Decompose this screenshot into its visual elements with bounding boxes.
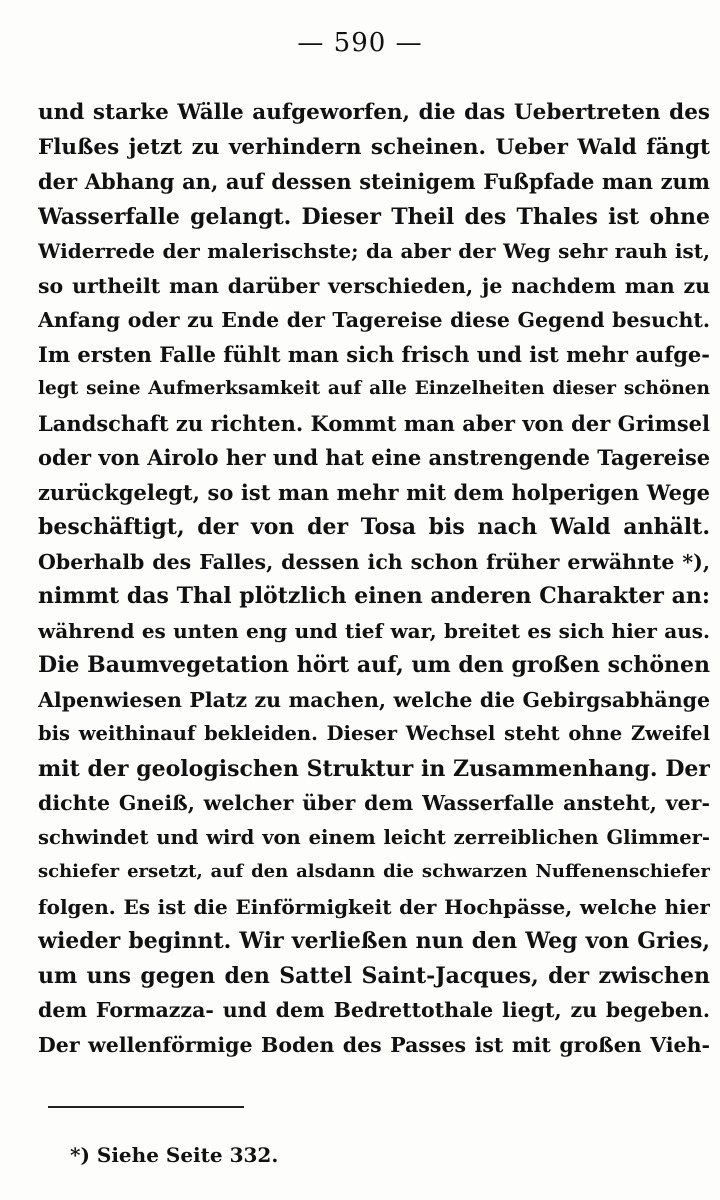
text-line: Alpenwiesen Platz zu machen, welche die Gebirgsabhänge <box>38 687 710 712</box>
text-line: nimmt das Thal plötzlich einen anderen Charakter an: <box>38 583 710 609</box>
text-line: Anfang oder zu Ende der Tagereise diese Gegend besucht. <box>38 308 710 332</box>
text-line: Im ersten Falle fühlt man sich frisch und ist mehr aufge- <box>38 341 710 367</box>
text-line: während es unten eng und tief war, breitet es sich hier aus. <box>38 618 710 643</box>
text-line: Landschaft zu richten. Kommt man aber von der Grimsel <box>38 410 710 436</box>
text-line: folgen. Es ist die Einförmigkeit der Hochpässe, welche hier <box>38 894 710 919</box>
footnote-rule <box>48 1106 244 1108</box>
text-line: wieder beginnt. Wir verließen nun den Weg von Gries, <box>38 928 710 954</box>
text-line: zurückgelegt, so ist man mehr mit dem holperigen Wege <box>38 479 710 505</box>
text-line: schwindet und wird von einem leicht zerreiblichen Glimmer- <box>38 825 710 849</box>
text-line: der Abhang an, auf dessen steinigem Fußpfade man zum <box>38 169 710 194</box>
text-line: schiefer ersetzt, auf den alsdann die schwarzen Nuffenenschiefer <box>38 861 710 882</box>
text-line: und starke Wälle aufgeworfen, die das Uebertreten des <box>38 100 710 125</box>
text-line: legt seine Aufmerksamkeit auf alle Einzelheiten dieser schönen <box>38 378 710 399</box>
footnote: *) Siehe Seite 332. <box>70 1143 279 1167</box>
text-line: oder von Airolo her und hat eine anstrengende Tagereise <box>38 445 710 470</box>
text-line: bis weithinauf bekleiden. Dieser Wechsel steht ohne Zweifel <box>38 722 710 745</box>
text-line: dichte Gneiß, welcher über dem Wasserfalle ansteht, ver- <box>38 791 710 815</box>
page-number: — 590 — <box>297 28 423 58</box>
text-line: Flußes jetzt zu verhindern scheinen. Ueber Wald fängt <box>38 134 710 160</box>
text-line: Oberhalb des Falles, dessen ich schon früher erwähnte *), <box>38 549 710 574</box>
text-line: Der wellenförmige Boden des Passes ist mit großen Vieh- <box>38 1032 710 1057</box>
text-line: dem Formazza- und dem Bedrettothale liegt, zu begeben. <box>38 998 710 1022</box>
text-line: Widerrede der malerischste; da aber der Weg sehr rauh ist, <box>38 239 710 263</box>
text-line: so urtheilt man darüber verschieden, je nachdem man zu <box>38 273 710 298</box>
text-line: Die Baumvegetation hört auf, um den großen schönen <box>38 652 710 678</box>
text-line: mit der geologischen Struktur in Zusammenhang. Der <box>38 755 710 782</box>
text-line: beschäftigt, der von der Tosa bis nach Wald anhält. <box>38 514 710 540</box>
body-text <box>38 96 710 1062</box>
text-line: Wasserfalle gelangt. Dieser Theil des Thales ist ohne <box>38 203 710 230</box>
text-line: um uns gegen den Sattel Saint-Jacques, der zwischen <box>38 962 710 989</box>
